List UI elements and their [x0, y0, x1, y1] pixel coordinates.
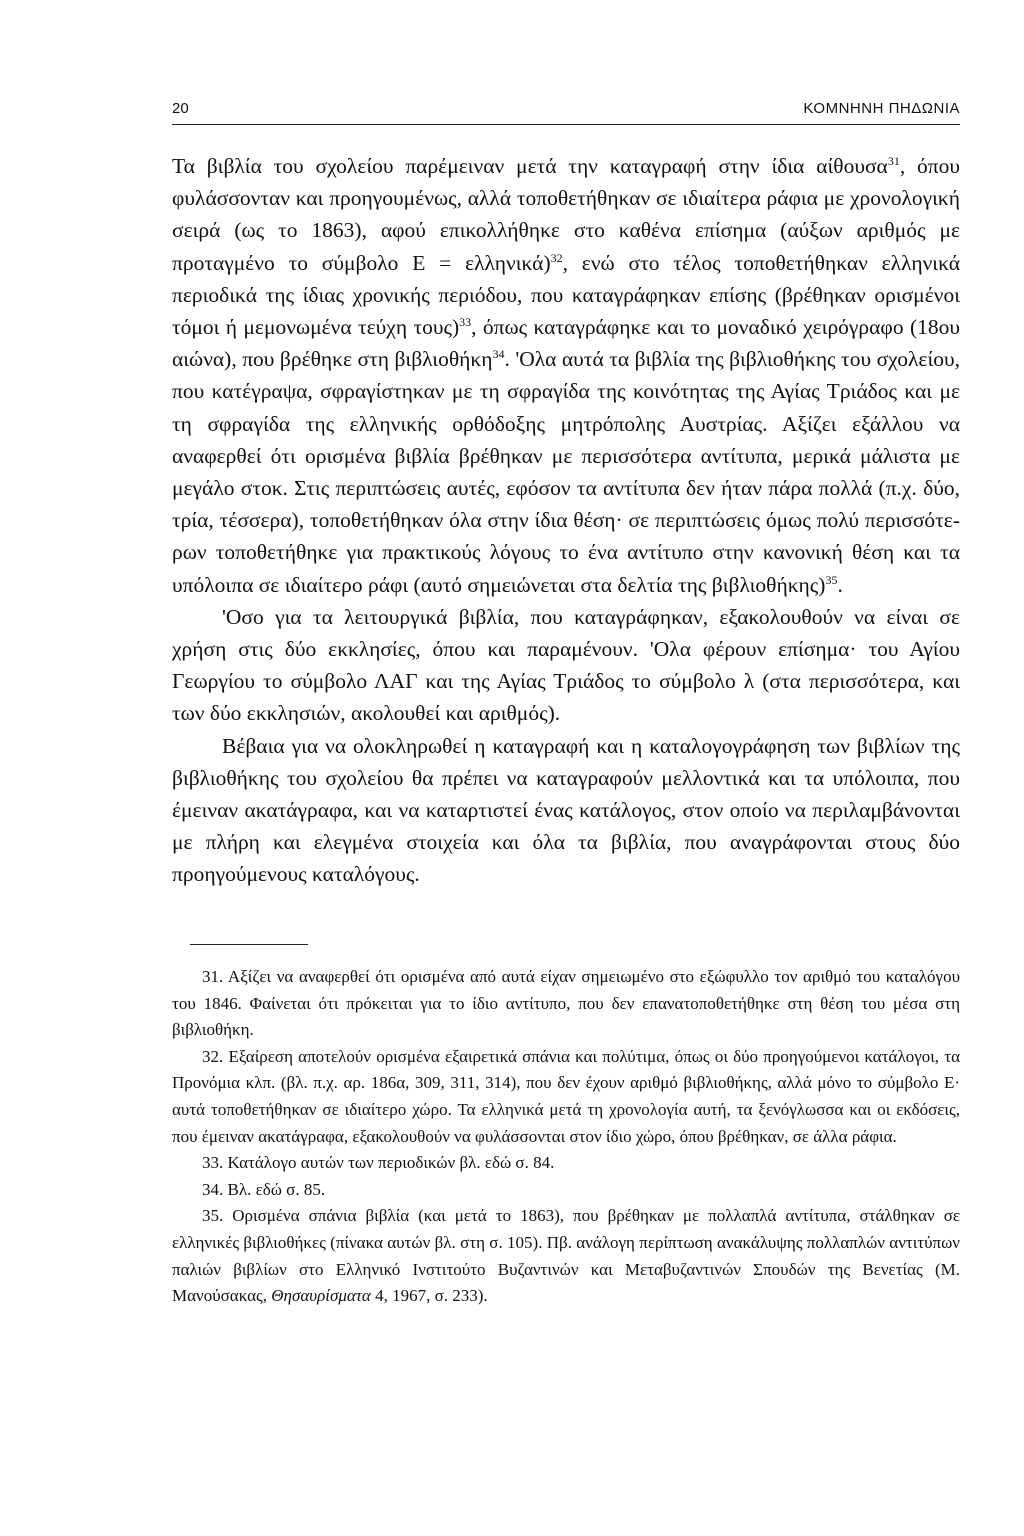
footnote-ref-31: 31 — [887, 153, 900, 168]
footnote-ref-35: 35 — [825, 572, 838, 587]
footnote-separator — [190, 944, 308, 945]
body-text — [172, 150, 960, 891]
page-header — [172, 96, 960, 125]
italic-title: Θησαυρίσματα — [271, 1286, 371, 1306]
text-run: . — [837, 572, 843, 597]
text-run: , ενώ στο τέλος τοποθετήθηκαν ελληνικά περιοδικά της ίδιας χρονικής περιόδου, που καταγράφηκαν επίσης (βρέθηκαν ορισμένοι τόμοι ή μεμονωμένα τεύχη τους) — [172, 250, 961, 340]
footnote-34: 34. Βλ. εδώ σ. 85. — [202, 1179, 326, 1199]
text-run: , όπου φυλάσσονταν και προηγουμένως, αλλά τοποθετήθηκαν σε ιδιαίτερα ράφια με χρονολογική σειρά (ως το 1863), αφού επικολλήθηκε στο καθένα επίσημα (αύξων αριθμός με προταγμένο το σύμβολο Ε = ελληνικά) — [172, 154, 961, 275]
text-run: 4, 1967, σ. 233). — [370, 1286, 488, 1306]
footnote-31: 31. Αξίζει να αναφερθεί ότι ορισμένα από αυτά είχαν σημειωμένο στο εξώφυλλο τον αριθμό του καταλόγου του 1846. Φαίνεται ότι πρόκειται για το ίδιο αντίτυπο, που δεν επανατοποθετήθηκε στη θέση του μέσα στη βιβλιοθήκη. — [172, 967, 960, 1040]
text-run: . 'Ολα αυτά τα βιβλία της βιβλιοθήκης του σχολείου, που κατέγραψα, σφραγίστηκαν με τη σφραγίδα της κοινότητας της Αγίας Τριάδος και με τη σφραγίδα της ελληνικής ορθόδοξης μητρόπολης Αυστρίας. Αξίζει εξάλλου να αναφερθεί ότι ορισμένα βιβλία βρέθηκαν με περισσότερα αντίτυπα, μερικά μάλιστα με μεγάλο στοκ. Στις περιπτώσεις αυτές, εφόσον τα αντίτυπα δεν ήταν πάρα πολλά (π.χ. δύο, τρία, τέσσερα), τοποθετήθηκαν όλα στην ίδια θέση· σε περιπτώσεις όμως πολύ περισσότερων τοποθετήθηκε για πρακτικούς λόγους το ένα αντίτυπο στην κανονική θέση και τα υπόλοιπα σε ιδιαίτερο ράφι (αυτό σημειώνεται στα δελτία της βιβλιοθήκης) — [172, 347, 960, 597]
paragraph-1 — [172, 150, 960, 601]
footnote-ref-34: 34 — [492, 347, 505, 362]
running-head: ΚΟΜΝΗΝΗ ΠΗΔΩΝΙΑ — [803, 100, 960, 117]
footnote-35 — [172, 1203, 960, 1309]
text-run: , όπως καταγράφηκε και το μοναδικό χειρόγραφο (18ου αιώνα), που βρέθηκε στη βιβλιοθήκη — [172, 315, 960, 372]
footnote-ref-32: 32 — [550, 250, 563, 265]
footnote-32: 32. Εξαίρεση αποτελούν ορισμένα εξαιρετικά σπάνια και πολύτιμα, όπως οι δύο προηγούμενοι κατάλογοι, τα Προνόμια κλπ. (βλ. π.χ. αρ. 186α, 309, 311, 314), που δεν έχουν αριθμό βιβλιοθήκης, αλλά μόνο το σύμβολο Ε· αυτά τοποθετήθηκαν σε ιδιαίτερο χώρο. Τα ελληνικά μετά τη χρονολογία αυτή, τα ξενόγλωσσα και οι εκδόσεις, που έμειναν ακατάγραφα, εξακολουθούν να φυλάσσονται στον ίδιο χώρο, όπου βρέθηκαν, σε άλλα ράφια. — [172, 1046, 960, 1146]
footnotes — [172, 964, 960, 1310]
text-run: Τα βιβλία του σχολείου παρέμειναν μετά την καταγραφή στην ίδια αίθουσα — [172, 154, 888, 178]
paragraph-2: 'Οσο για τα λειτουργικά βιβλία, που καταγράφηκαν, εξακολουθούν να είναι σε χρήση στις δύο εκκλησίες, όπου και παραμένουν. 'Ολα φέρουν επίσημα· του Αγίου Γεωργίου το σύμβολο ΛΑΓ και της Αγίας Τριάδος το σύμβολο λ (στα περισσότερα, και των δύο εκκλησιών, ακολουθεί και αριθμός). — [172, 604, 960, 726]
footnote-33: 33. Κατάλογο αυτών των περιοδικών βλ. εδώ σ. 84. — [202, 1153, 555, 1173]
paragraph-3: Βέβαια για να ολοκληρωθεί η καταγραφή και η καταλογογράφηση των βιβλίων της βιβλιοθήκης του σχολείου θα πρέπει να καταγραφούν μελλοντικά και τα υπόλοιπα, που έμειναν ακατάγραφα, και να καταρτιστεί ένας κατάλογος, στον οποίο να περιλαμβάνονται με πλήρη και ελεγμένα στοιχεία και όλα τα βιβλία, που αναγράφονται στους δύο προηγούμενους καταλόγους. — [172, 733, 960, 887]
text-run: 35. Ορισμένα σπάνια βιβλία (και μετά το 1863), που βρέθηκαν με πολλαπλά αντίτυπα, στάλθηκαν σε ελληνικές βιβλιοθήκες (πίνακα αυτών βλ. στη σ. 105). Πβ. ανάλογη περίπτωση ανακάλυψης πολλαπλών αντιτύπων παλιών βιβλίων στο Ελληνικό Ινστιτούτο Βυζαντινών και Μεταβυζαντινών Σπουδών της Βενετίας (Μ. Μανούσακας, — [172, 1206, 960, 1306]
page-number: 20 — [172, 100, 189, 117]
footnote-ref-33: 33 — [459, 314, 472, 329]
